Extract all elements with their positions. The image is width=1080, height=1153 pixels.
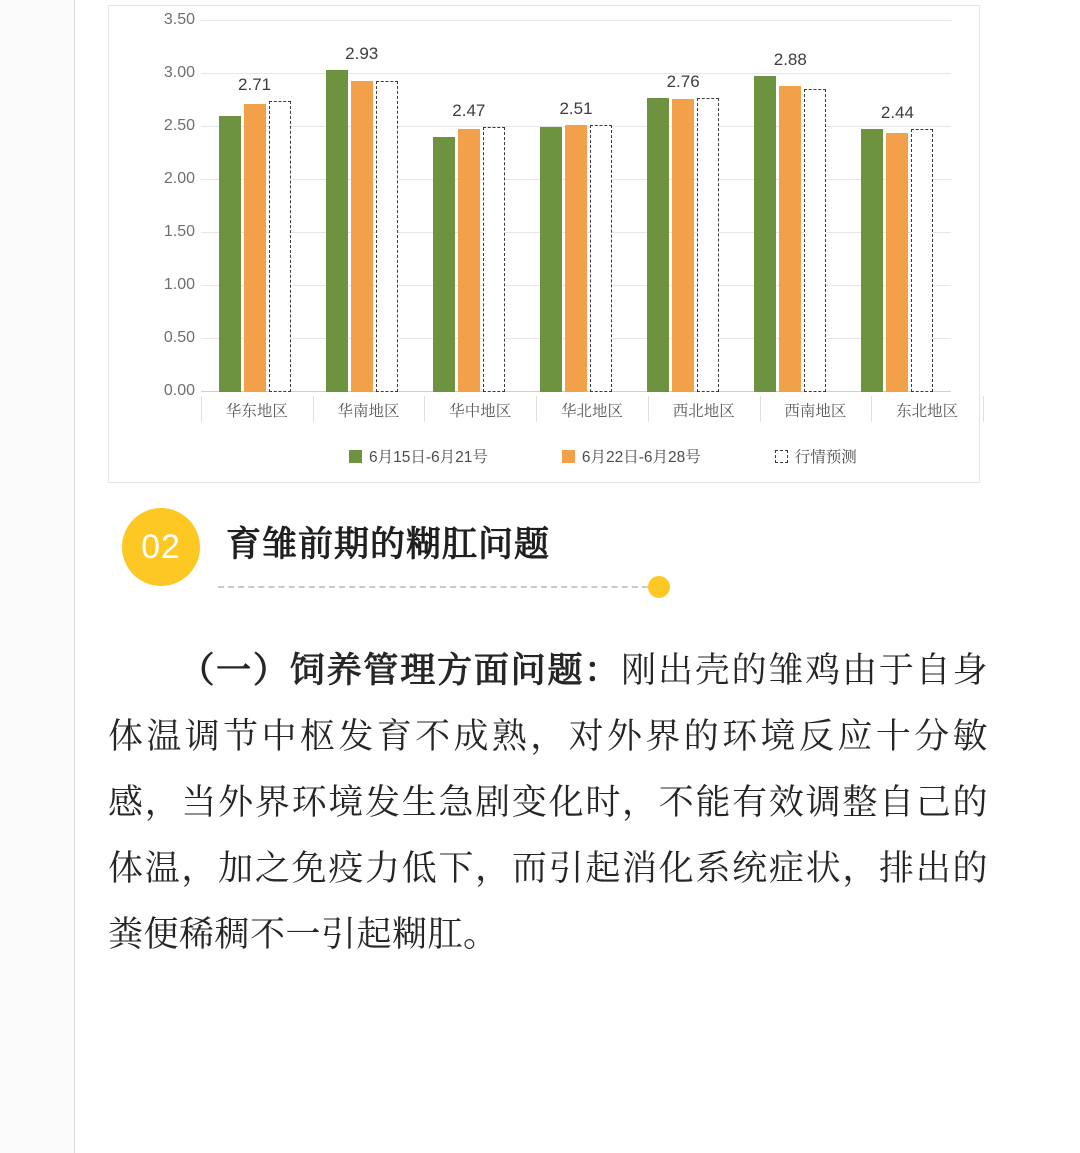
y-tick-label: 2.50 [163,117,195,134]
bar-data-label: 2.88 [773,50,807,70]
x-tick-label: 华中地区 [449,403,512,420]
bar-1 [219,116,241,392]
bar-2 [351,81,373,392]
x-tick-label: 华北地区 [560,403,624,420]
bar-group [522,20,629,392]
bar-2 [779,86,801,392]
bar-group-bars [522,20,629,392]
x-tick-label: 西南地区 [784,403,847,420]
x-axis-divider [871,396,872,422]
bar-group [737,20,844,392]
section-dashed-rule [218,586,658,588]
bar-3 [804,89,826,392]
legend-swatch-icon [562,450,575,463]
x-axis-divider [536,396,537,422]
legend-item-series1 [349,445,488,467]
y-tick-label: 3.00 [163,64,195,81]
x-axis-divider [983,396,984,422]
x-axis-labels [201,396,983,422]
bar-1 [326,70,348,392]
y-tick-label: 0.50 [163,329,195,346]
chart-legend [349,444,969,468]
y-tick-label: 1.00 [163,276,195,293]
bar-group [308,20,415,392]
bar-groups [201,20,951,392]
bar-1 [433,137,455,392]
bar-3 [590,125,612,392]
x-axis-divider [201,396,202,422]
bar-2 [244,104,266,392]
bar-3 [269,101,291,392]
x-tick-label: 华南地区 [337,403,400,420]
bar-2 [565,125,587,392]
x-axis-divider [424,396,425,422]
bar-3 [483,127,505,392]
body-paragraph [108,638,988,968]
y-tick-label: 3.50 [163,11,195,28]
section-number-badge: 02 [122,508,200,586]
legend-item-series3 [775,445,857,467]
x-axis-divider [760,396,761,422]
bar-3 [697,98,719,392]
section-title: 育雏前期的糊肛问题 [226,525,551,564]
bar-2 [458,129,480,392]
bar-3 [376,81,398,392]
bar-1 [647,98,669,392]
y-tick-label: 2.00 [163,170,195,187]
bar-data-label: 2.76 [666,71,700,91]
bar-3 [911,129,933,392]
legend-swatch-icon [775,450,788,463]
bar-group [415,20,522,392]
paragraph-text: 刚出壳的雏鸡由于自身体温调节中枢发育不成熟，对外界的环境反应十分敏感，当外界环境发生急剧变化时，不能有效调整自己的体温，加之免疫力低下，而引起消化系统症状，排出的粪便稀稠不一引起糊肛。 [108,651,988,954]
x-tick-label: 西北地区 [672,403,735,420]
left-margin-rule [74,0,75,1153]
bar-data-label: 2.51 [559,99,593,119]
y-tick-label: 1.50 [163,223,195,240]
left-margin-fill [0,0,74,1153]
bar-group [844,20,951,392]
bar-1 [540,127,562,392]
bar-group-bars [415,20,522,392]
x-axis-divider [648,396,649,422]
chart-plot-area [139,11,951,399]
section-dot-icon [648,576,670,598]
y-tick-label: 0.00 [163,382,195,399]
bar-group-bars [308,20,415,392]
x-tick-label: 华东地区 [225,403,288,420]
x-axis-divider [313,396,314,422]
legend-swatch-icon [349,450,362,463]
legend-label: 6月22日-6月28号 [581,449,701,466]
legend-item-series2 [562,445,701,467]
x-tick-label: 东北地区 [896,403,959,420]
bar-1 [861,129,883,392]
bar-data-label: 2.47 [452,101,486,121]
bar-2 [672,99,694,392]
bar-data-label: 2.44 [880,103,914,123]
bar-data-label: 2.93 [345,43,379,63]
bar-chart-card [108,5,980,483]
legend-label: 6月15日-6月21号 [369,449,488,466]
y-axis [139,11,201,399]
bar-1 [754,76,776,392]
legend-label: 行情预测 [794,449,857,466]
bar-2 [886,133,908,392]
bar-data-label: 2.71 [238,74,272,94]
section-heading [108,502,988,612]
bar-group-bars [844,20,951,392]
chart-grid [201,20,951,392]
paragraph-lead: （一）饲养管理方面问题： [178,651,622,690]
bar-group-bars [737,20,844,392]
